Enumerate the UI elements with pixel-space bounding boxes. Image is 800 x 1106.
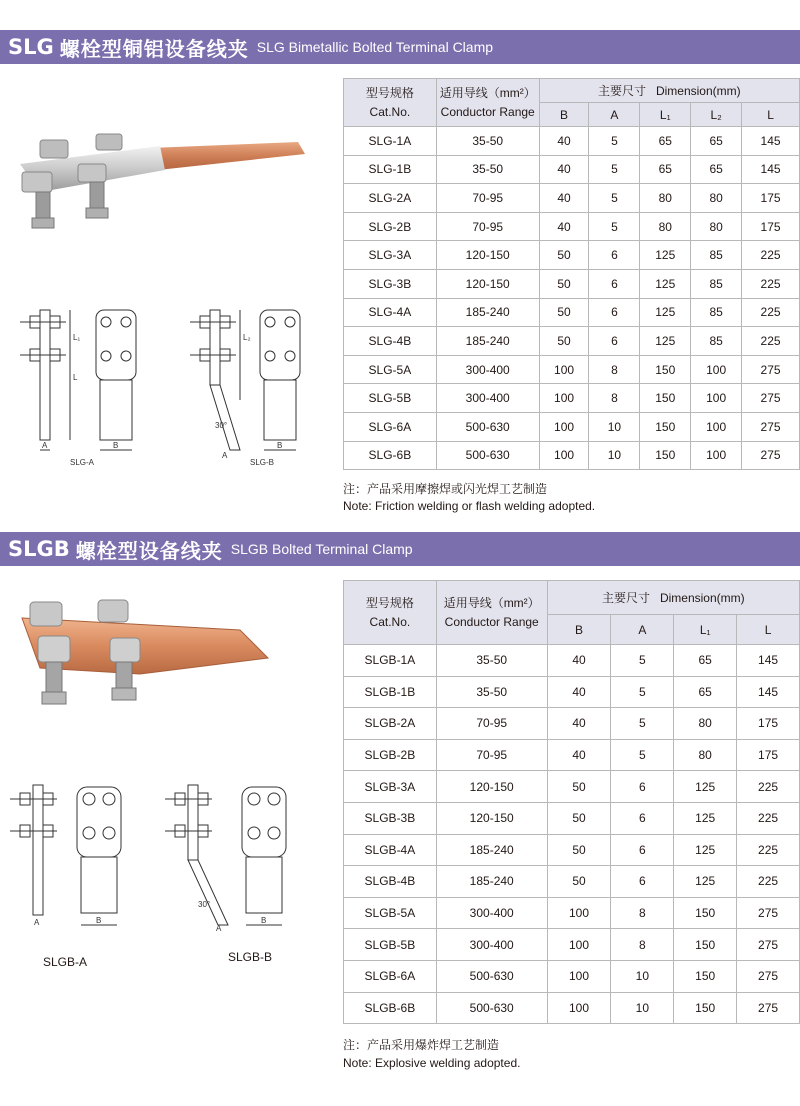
cell-b: 50: [547, 771, 611, 803]
cell-l: 225: [737, 866, 800, 898]
cell-l2: 100: [691, 441, 742, 470]
cell-cat: SLG-1A: [344, 127, 437, 156]
table-row: [344, 834, 800, 866]
slg-header-dim-zh: 主要尺寸: [597, 84, 646, 98]
cell-range: 185-240: [436, 327, 539, 356]
slg-a-dim-l1: L₁: [73, 333, 81, 342]
cell-b: 50: [547, 866, 611, 898]
cell-l1: 80: [640, 184, 691, 213]
cell-cat: SLGB-2A: [344, 708, 437, 740]
slg-header-cond-zh: 适用导线（mm²）: [439, 85, 536, 100]
cell-cat: SLG-4B: [344, 327, 437, 356]
cell-l2: 100: [691, 384, 742, 413]
cell-cat: SLGB-6A: [344, 960, 437, 992]
cell-l1: 65: [640, 127, 691, 156]
table-row: [344, 992, 800, 1024]
cell-l1: 150: [674, 960, 737, 992]
cell-cat: SLGB-1A: [344, 645, 437, 677]
slgb-banner-title-zh: 螺栓型设备线夹: [75, 538, 223, 563]
slg-header-cat-en: Cat.No.: [369, 104, 411, 119]
slgb-b-dim-b: B: [261, 916, 267, 925]
table-row: [344, 645, 800, 677]
table-row: [344, 269, 800, 298]
slg-note-zh: 注：产品采用摩擦焊或闪光焊工艺制造: [343, 482, 548, 496]
cell-range: 185-240: [436, 866, 547, 898]
cell-l1: 125: [640, 327, 691, 356]
cell-cat: SLG-3A: [344, 241, 437, 270]
cell-range: 120-150: [436, 241, 539, 270]
slgb-header-cond-zh: 适用导线（mm²）: [443, 595, 540, 610]
cell-cat: SLG-6B: [344, 441, 437, 470]
slg-note-en: Note: Friction welding or flash welding adopted.: [343, 499, 596, 513]
cell-range: 500-630: [436, 960, 547, 992]
cell-a: 5: [611, 645, 674, 677]
cell-b: 40: [547, 739, 611, 771]
cell-cat: SLGB-5A: [344, 897, 437, 929]
cell-b: 40: [547, 708, 611, 740]
cell-cat: SLG-2A: [344, 184, 437, 213]
table-row: [344, 960, 800, 992]
cell-l: 225: [737, 771, 800, 803]
cell-l: 275: [742, 355, 800, 384]
cell-l: 275: [742, 384, 800, 413]
cell-a: 8: [611, 897, 674, 929]
slgb-col-a: A: [611, 615, 674, 645]
table-row: [344, 212, 800, 241]
table-row: [344, 298, 800, 327]
slgb-banner-code: SLGB: [8, 537, 70, 561]
slg-section-banner: [0, 30, 800, 64]
slg-col-a: A: [589, 103, 640, 127]
cell-l: 275: [737, 929, 800, 961]
slgb-note-zh: 注：产品采用爆炸焊工艺制造: [343, 1038, 500, 1052]
cell-cat: SLGB-6B: [344, 992, 437, 1024]
table-row: [344, 184, 800, 213]
cell-l1: 150: [674, 992, 737, 1024]
slgb-note-en: Note: Explosive welding adopted.: [343, 1056, 521, 1070]
cell-cat: SLG-1B: [344, 155, 437, 184]
slg-header-conductor: [436, 79, 539, 127]
cell-a: 6: [589, 269, 640, 298]
slg-b-drawing: [180, 300, 330, 470]
cell-a: 5: [589, 212, 640, 241]
cell-l: 175: [742, 212, 800, 241]
cell-range: 35-50: [436, 127, 539, 156]
cell-a: 10: [611, 992, 674, 1024]
cell-l: 175: [737, 708, 800, 740]
slg-b-angle: 30°: [215, 421, 228, 430]
cell-range: 35-50: [436, 676, 547, 708]
slgb-a-dim-a: A: [34, 918, 40, 927]
cell-l2: 85: [691, 241, 742, 270]
slgb-b-angle: 30°: [198, 900, 211, 909]
slg-col-l1: L₁: [640, 103, 691, 127]
cell-l1: 150: [640, 412, 691, 441]
cell-l: 275: [742, 441, 800, 470]
slg-col-l2: L₂: [691, 103, 742, 127]
cell-range: 300-400: [436, 897, 547, 929]
table-row: [344, 929, 800, 961]
cell-l2: 100: [691, 412, 742, 441]
cell-cat: SLGB-4A: [344, 834, 437, 866]
table-row: [344, 412, 800, 441]
slg-product-photo: [0, 120, 310, 240]
cell-l1: 125: [640, 298, 691, 327]
cell-l2: 80: [691, 212, 742, 241]
cell-b: 100: [539, 355, 589, 384]
cell-range: 500-630: [436, 441, 539, 470]
slg-b-dim-b: B: [277, 441, 283, 450]
table-row: [344, 241, 800, 270]
slgb-b-dim-a: A: [216, 924, 222, 933]
table-row: [344, 708, 800, 740]
cell-l: 175: [737, 739, 800, 771]
cell-l2: 100: [691, 355, 742, 384]
slg-banner-title-zh: 螺栓型铜铝设备线夹: [59, 36, 249, 61]
cell-l1: 125: [674, 802, 737, 834]
cell-l1: 150: [640, 384, 691, 413]
cell-b: 40: [547, 645, 611, 677]
slgb-a-dim-b: B: [96, 916, 102, 925]
slg-a-dim-l: L: [73, 373, 78, 382]
cell-range: 500-630: [436, 412, 539, 441]
cell-l: 145: [742, 155, 800, 184]
cell-l: 225: [742, 298, 800, 327]
cell-b: 50: [539, 241, 589, 270]
cell-l1: 125: [640, 241, 691, 270]
slgb-a-drawing: [5, 775, 145, 935]
cell-cat: SLG-3B: [344, 269, 437, 298]
slg-header-dim-en: Dimension(mm): [655, 84, 741, 98]
slgb-header-conductor: [436, 581, 547, 645]
table-row: [344, 802, 800, 834]
cell-l1: 65: [674, 645, 737, 677]
cell-cat: SLGB-5B: [344, 929, 437, 961]
table-row: [344, 441, 800, 470]
cell-l: 275: [742, 412, 800, 441]
cell-l1: 80: [674, 739, 737, 771]
cell-b: 50: [539, 327, 589, 356]
cell-a: 5: [589, 127, 640, 156]
slgb-col-b: B: [547, 615, 611, 645]
cell-a: 6: [611, 834, 674, 866]
cell-l1: 125: [674, 866, 737, 898]
cell-b: 100: [547, 960, 611, 992]
cell-l: 175: [742, 184, 800, 213]
cell-a: 6: [611, 866, 674, 898]
slgb-header-cond-en: Conductor Range: [444, 614, 539, 629]
cell-l: 225: [737, 802, 800, 834]
cell-a: 8: [589, 355, 640, 384]
cell-l1: 150: [674, 897, 737, 929]
table-row: [344, 676, 800, 708]
slg-spec-table: [343, 78, 800, 470]
cell-a: 10: [611, 960, 674, 992]
table-row: [344, 739, 800, 771]
cell-range: 70-95: [436, 708, 547, 740]
cell-l1: 80: [674, 708, 737, 740]
cell-range: 70-95: [436, 212, 539, 241]
cell-l: 145: [737, 645, 800, 677]
cell-l1: 125: [674, 834, 737, 866]
cell-b: 100: [539, 441, 589, 470]
cell-l: 225: [737, 834, 800, 866]
cell-l: 145: [737, 676, 800, 708]
slg-b-dim-l2: L₂: [243, 333, 251, 342]
cell-b: 40: [539, 155, 589, 184]
slgb-section-banner: [0, 532, 800, 566]
slg-banner-code: SLG: [8, 35, 54, 59]
cell-l2: 65: [691, 127, 742, 156]
slg-header-cond-en: Conductor Range: [440, 104, 535, 119]
slg-a-dim-b: B: [113, 441, 119, 450]
cell-l2: 80: [691, 184, 742, 213]
cell-a: 6: [589, 298, 640, 327]
table-row: [344, 355, 800, 384]
cell-b: 40: [539, 127, 589, 156]
cell-a: 5: [589, 184, 640, 213]
cell-l2: 85: [691, 298, 742, 327]
slg-banner-title-en: SLG Bimetallic Bolted Terminal Clamp: [256, 39, 494, 55]
cell-l: 225: [742, 241, 800, 270]
cell-cat: SLGB-3B: [344, 802, 437, 834]
cell-l1: 65: [674, 676, 737, 708]
cell-range: 300-400: [436, 355, 539, 384]
cell-b: 40: [547, 676, 611, 708]
cell-l: 275: [737, 897, 800, 929]
slgb-banner-title-en: SLGB Bolted Terminal Clamp: [230, 541, 413, 557]
cell-a: 8: [589, 384, 640, 413]
cell-cat: SLGB-3A: [344, 771, 437, 803]
cell-cat: SLGB-4B: [344, 866, 437, 898]
cell-a: 6: [589, 241, 640, 270]
cell-l1: 125: [674, 771, 737, 803]
slg-a-drawing: [10, 300, 160, 470]
cell-cat: SLGB-1B: [344, 676, 437, 708]
cell-cat: SLG-4A: [344, 298, 437, 327]
cell-l: 225: [742, 327, 800, 356]
cell-cat: SLG-5B: [344, 384, 437, 413]
cell-range: 185-240: [436, 834, 547, 866]
slgb-product-photo: [10, 590, 275, 720]
cell-l1: 80: [640, 212, 691, 241]
slgb-col-l1: L₁: [674, 615, 737, 645]
slg-col-l: L: [742, 103, 800, 127]
cell-a: 5: [611, 739, 674, 771]
cell-l: 275: [737, 992, 800, 1024]
cell-l2: 65: [691, 155, 742, 184]
slgb-header-catno: [344, 581, 437, 645]
slgb-b-label: SLGB-B: [228, 950, 273, 964]
table-row: [344, 897, 800, 929]
cell-cat: SLG-6A: [344, 412, 437, 441]
cell-b: 100: [547, 992, 611, 1024]
table-row: [344, 771, 800, 803]
cell-b: 50: [547, 834, 611, 866]
cell-range: 35-50: [436, 155, 539, 184]
cell-range: 70-95: [436, 184, 539, 213]
cell-l: 225: [742, 269, 800, 298]
cell-a: 5: [611, 676, 674, 708]
cell-b: 100: [547, 929, 611, 961]
slg-col-b: B: [539, 103, 589, 127]
cell-a: 5: [589, 155, 640, 184]
slg-header-catno: [344, 79, 437, 127]
cell-b: 50: [547, 802, 611, 834]
cell-range: 120-150: [436, 802, 547, 834]
cell-b: 100: [539, 412, 589, 441]
cell-range: 185-240: [436, 298, 539, 327]
slg-a-label: SLG-A: [70, 458, 95, 467]
slg-b-dim-a: A: [222, 451, 228, 460]
cell-a: 6: [611, 771, 674, 803]
cell-l2: 85: [691, 327, 742, 356]
slgb-header-dim-zh: 主要尺寸: [601, 591, 650, 605]
cell-b: 100: [547, 897, 611, 929]
cell-a: 8: [611, 929, 674, 961]
cell-l1: 150: [674, 929, 737, 961]
slgb-col-l: L: [737, 615, 800, 645]
cell-cat: SLGB-2B: [344, 739, 437, 771]
table-row: [344, 866, 800, 898]
cell-range: 120-150: [436, 771, 547, 803]
cell-b: 50: [539, 269, 589, 298]
slgb-header-dim-en: Dimension(mm): [659, 591, 745, 605]
cell-range: 300-400: [436, 929, 547, 961]
slg-b-label: SLG-B: [250, 458, 275, 467]
cell-a: 6: [589, 327, 640, 356]
cell-a: 10: [589, 412, 640, 441]
slgb-a-label: SLGB-A: [43, 955, 88, 969]
slgb-spec-table: [343, 580, 800, 1024]
slgb-header-cat-en: Cat.No.: [369, 614, 411, 629]
cell-b: 40: [539, 212, 589, 241]
slg-header-cat-zh: 型号规格: [365, 85, 414, 100]
cell-l: 275: [737, 960, 800, 992]
cell-range: 300-400: [436, 384, 539, 413]
cell-range: 500-630: [436, 992, 547, 1024]
cell-b: 50: [539, 298, 589, 327]
cell-l: 145: [742, 127, 800, 156]
cell-range: 70-95: [436, 739, 547, 771]
slgb-header-dimension: [547, 581, 799, 615]
cell-l1: 150: [640, 355, 691, 384]
cell-range: 35-50: [436, 645, 547, 677]
cell-b: 40: [539, 184, 589, 213]
cell-cat: SLG-2B: [344, 212, 437, 241]
cell-range: 120-150: [436, 269, 539, 298]
slg-header-dimension: [539, 79, 799, 103]
table-row: [344, 155, 800, 184]
cell-a: 10: [589, 441, 640, 470]
table-row: [344, 327, 800, 356]
slg-a-dim-a: A: [42, 441, 48, 450]
cell-b: 100: [539, 384, 589, 413]
cell-l1: 125: [640, 269, 691, 298]
cell-a: 5: [611, 708, 674, 740]
table-row: [344, 127, 800, 156]
table-row: [344, 384, 800, 413]
cell-l2: 85: [691, 269, 742, 298]
cell-l1: 150: [640, 441, 691, 470]
cell-l1: 65: [640, 155, 691, 184]
cell-cat: SLG-5A: [344, 355, 437, 384]
cell-a: 6: [611, 802, 674, 834]
slgb-header-cat-zh: 型号规格: [365, 595, 414, 610]
slgb-b-drawing: [160, 775, 310, 935]
